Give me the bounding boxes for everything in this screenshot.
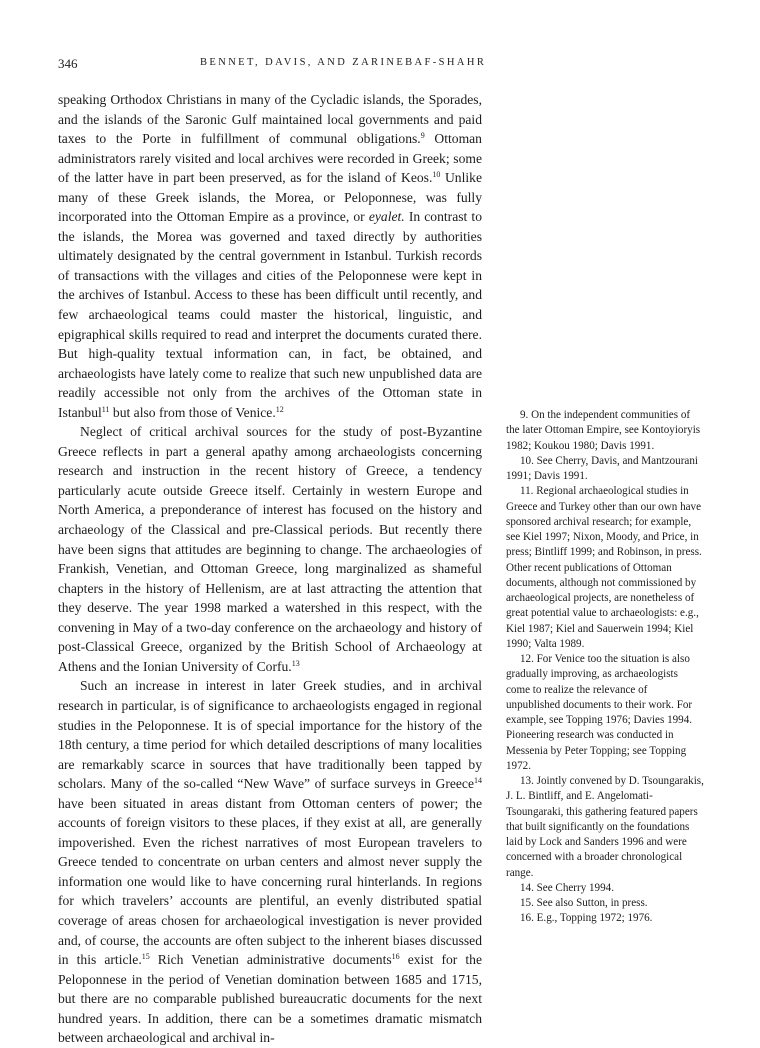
footnote-12: 12. For Venice too the situation is also gradually improving, as archaeologists come to realize the relevance of unpublished documents to their work. For example, see Topping 1976; Davies 1994. Pioneering research was conducted in Messenia by Peter Topping; see Topping 1972.: [506, 653, 693, 772]
paragraph-text: Such an increase in interest in later Greek studies, and in archival research in particular, is of significance to archaeologists engaged in regional studies in the Peloponnese. It is of special importance for the history of the 18th century, a time period for which detailed descriptions of many localities are remarkably scarce in sources that have traditionally been tapped by scholars. Many of the so-called “New Wave” of surface surveys in Greece: [58, 678, 482, 792]
footnote-15: 15. See also Sutton, in press.: [520, 897, 648, 909]
paragraph-1: [58, 90, 482, 422]
footnote-9: 9. On the independent communities of the later Ottoman Empire, see Kontoyioryis 1982; Koukou 1980; Davis 1991.: [506, 409, 701, 452]
page-number: 346: [58, 56, 78, 71]
paragraph-text: have been situated in areas distant from Ottoman centers of power; the accounts of foreign visitors to these places, if they exist at all, are generally impoverished. Even the richest narratives of most European travelers to Greece tended to concentrate on urban centers and almost never supply the information one would like to have concerning rural hinterlands. In regions for which travelers’ accounts are plentiful, an evenly distributed spatial coverage of areas chosen for archaeological investigation is never provided and, of course, the accounts are often subject to the inherent biases discussed in this article.: [58, 795, 482, 968]
footnote-ref-12: 12: [275, 404, 284, 414]
paragraph-text: exist for the Peloponnese in the period of Venetian domination between 1685 and 1715, but there are no comparable published bureaucratic documents for the next hundred years. In addition, there can be a sometimes dramatic mismatch between archaeological and archival in-: [58, 952, 482, 1046]
running-head: BENNET, DAVIS, AND ZARINEBAF-SHAHR: [200, 57, 487, 68]
paragraph-text: but also from those of Venice.: [109, 404, 276, 420]
paragraph-text: Ottoman administrators rarely visited and local archives were recorded in Greek; some of the latter have in part been preserved, as for the island of Keos.: [58, 131, 482, 186]
footnote-10: 10. See Cherry, Davis, and Mantzourani 1991; Davis 1991.: [506, 454, 698, 482]
footnote-16: 16. E.g., Topping 1972; 1976.: [520, 912, 653, 925]
paragraph-text: Unlike many of these Greek islands, the Morea, or Peloponnese, was fully incorporated into the Ottoman Empire as a province, or: [58, 170, 482, 225]
paragraph-text: Rich Venetian administrative documents: [149, 952, 392, 968]
paragraph-text: speaking Orthodox Christians in many of the Cycladic islands, the Sporades, and the islands of the Saronic Gulf maintained local governments and paid taxes to the Porte in fulfillment of communal obligations.: [58, 92, 482, 147]
footnote-13: 13. Jointly convened by D. Tsoungarakis, J. L. Bintliff, and E. Angelomati-Tsoungaraki, this gathering featured papers that built significantly on the foundations laid by Lock and Sanders 1996 and were concerned with a broader chronological range.: [506, 775, 704, 879]
footnote-ref-9: 9: [420, 131, 425, 141]
paragraph-2: [58, 422, 482, 676]
footnote-ref-14: 14: [474, 776, 482, 786]
footnote-ref-16: 16: [391, 952, 400, 962]
footnotes-column: [506, 408, 704, 927]
footnote-ref-15: 15: [141, 952, 150, 962]
footnote-ref-10: 10: [432, 170, 441, 180]
footnote-ref-13: 13: [291, 658, 300, 668]
footnote-ref-11: 11: [101, 404, 110, 414]
main-text-column: [58, 90, 482, 1048]
paragraph-text: In contrast to the islands, the Morea was governed and taxed directly by authorities ultimately designated by the central government in Istanbul. Turkish records of transactions with the villages and cities of the Peloponnese were kept in the archives of Istanbul. Access to these has been difficult until recently, and few archaeological teams could master the historical, linguistic, and epigraphical skills required to read and interpret the documents curated there. But high-quality textual information can, in fact, be obtained, and archaeologists have lately come to realize that such new unpublished data are readily accessible not only from the archives of the Ottoman state in Istanbul: [58, 209, 482, 420]
footnote-11: 11. Regional archaeological studies in Greece and Turkey other than our own have sponsored archival research; for example, see Kiel 1997; Nixon, Moody, and Price, in press; Bintliff 1999; and Robinson, in press. Other recent publications of Ottoman documents, although not commissioned by archaeological projects, are nonetheless of great potential value to archaeologists: e.g., Kiel 1987; Kiel and Sauerwein 1994; Kiel 1990; Valta 1989.: [506, 485, 702, 650]
paragraph-text: Neglect of critical archival sources for the study of post-Byzantine Greece reflects in part a general apathy among archaeologists concerning research and instruction in the recent history of Greece, a tendency particularly acute outside Greece itself. Certainly in western Europe and North America, a preponderance of interest has focused on the history and archaeology of the Classical and pre-Classical periods. But recently there have been signs that attitudes are beginning to change. The archaeologies of Frankish, Venetian, and Ottoman Greece, long marginalized as shameful chapters in the history of Hellenism, are at last attracting the attention that they deserve. The year 1998 marked a watershed in this respect, with the convening in May of a two-day conference on the archaeology and history of post-Classical Greece, organized by the British School of Archaeology at Athens and the Ionian University of Corfu.: [58, 424, 482, 674]
paragraph-3: [58, 676, 482, 1047]
footnote-14: 14. See Cherry 1994.: [520, 881, 614, 894]
italic-term: eyalet.: [368, 209, 405, 225]
